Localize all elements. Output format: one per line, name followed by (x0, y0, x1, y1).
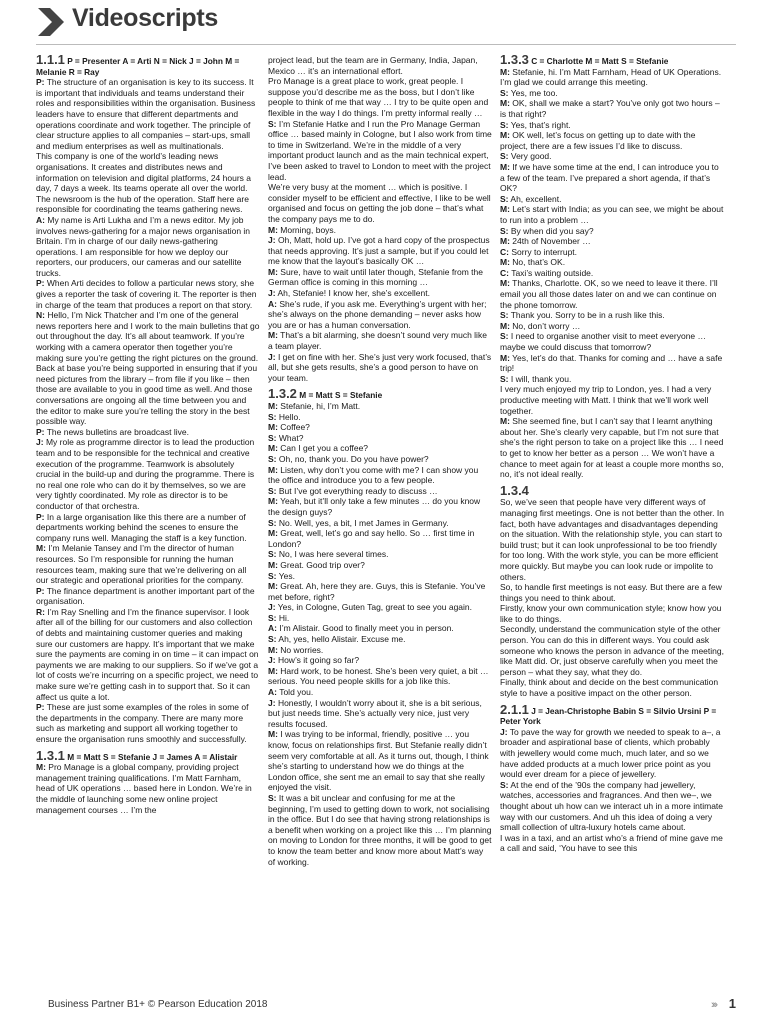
speaker-label: M: (500, 130, 510, 141)
line-text: The news bulletins are broadcast live. (46, 426, 189, 437)
speaker-label: J: (36, 437, 44, 448)
script-section-1-3-2 (268, 386, 492, 867)
speaker-label: N: (36, 310, 45, 321)
speaker-label: S: (268, 570, 277, 581)
line-text: Great. Ah, here they are. Guys, this is Stefanie. You’ve met before, right? (268, 581, 486, 602)
script-line (268, 571, 492, 582)
script-line (268, 613, 492, 624)
script-line (500, 374, 724, 385)
script-line (500, 247, 724, 258)
script-line (500, 257, 724, 268)
line-text: When Arti decides to follow a particular news story, she gives a reporter the task of covering it. The reporter is then in charge of the team that produces a report on that story. (36, 278, 257, 310)
script-section-1-3-4 (500, 482, 724, 699)
speaker-label: M: (268, 729, 278, 740)
speaker-label: S: (500, 225, 509, 236)
script-line (500, 268, 724, 279)
script-line (500, 497, 724, 582)
speaker-label: S: (268, 792, 277, 803)
line-text: Taxi’s waiting outside. (511, 267, 594, 278)
line-text: Great, well, let’s go and say hello. So … first time in London? (268, 528, 475, 549)
speaker-label: M: (268, 443, 278, 454)
line-text: Listen, why don’t you come with me? I can show you the office and introduce you to a few people. (268, 464, 479, 486)
script-line (268, 76, 492, 118)
speaker-label: M: (268, 266, 278, 277)
line-text: But I’ve got everything ready to discuss … (278, 485, 438, 496)
script-line (500, 331, 724, 352)
script-line (268, 267, 492, 288)
script-line (268, 518, 492, 529)
script-line (268, 698, 492, 730)
speaker-label: R: (36, 606, 45, 617)
section-cast: P = Presenter A = Arti N = Nick J = John M = Melanie R = Ray (36, 56, 240, 77)
section-number: 1.1.1 (36, 52, 65, 67)
script-section-1-3-1 (36, 747, 260, 816)
script-line (36, 151, 260, 193)
section-heading (500, 52, 724, 67)
page-footer (36, 996, 736, 1016)
speaker-label: S: (268, 612, 277, 623)
line-text: Pro Manage is a great place to work, great people. I suppose you’d describe me as the boss, but I don’t like people to think of me that way … I try to be quite open and flexible in the way I do things. I’m pretty informal really … (268, 76, 489, 118)
line-text: Yes, let’s do that. Thanks for coming and … have a safe trip! (500, 352, 723, 374)
script-line (268, 729, 492, 793)
line-text: Sorry to interrupt. (511, 246, 578, 257)
speaker-label: M: (500, 352, 510, 363)
script-line (268, 288, 492, 299)
speaker-label: P: (36, 426, 45, 437)
line-text: Yes, me too. (510, 87, 558, 98)
speaker-label: S: (500, 310, 509, 321)
script-line (268, 496, 492, 517)
line-text: Firstly, know your own communication style; know how you like to do things. (500, 603, 722, 624)
line-text: Sure, have to wait until later though, Stefanie from the German office is coming in this morning … (268, 266, 483, 288)
script-line (500, 603, 724, 624)
speaker-label: M: (500, 236, 510, 247)
line-text: Ah, yes, hello Alistair. Excuse me. (278, 634, 406, 645)
line-text: Yeah, but it’ll only take a few minutes … do you know the design guys? (268, 496, 481, 517)
footer-text: Business Partner B1+ © Pearson Education 2018 (48, 999, 268, 1010)
speaker-label: J: (268, 288, 276, 299)
double-chevron-icon: ››› (711, 999, 716, 1011)
script-line (268, 352, 492, 384)
line-text: She’s rude, if you ask me. Everything’s urgent with her; she’s always on the phone demanding – never asks how you are or has a human conversation. (268, 298, 487, 330)
script-line (268, 412, 492, 423)
section-cast: M = Matt S = Stefanie J = James A = Alistair (67, 751, 238, 762)
speaker-label: S: (268, 634, 277, 645)
section-number: 1.3.4 (500, 482, 529, 498)
script-line (500, 780, 724, 833)
line-text: Thank you. Sorry to be in a rush like this. (510, 310, 665, 321)
speaker-label: S: (500, 373, 509, 384)
section-heading (268, 386, 492, 402)
speaker-label: M: (500, 98, 510, 109)
line-text: Thanks, Charlotte. OK, so we need to leave it there. I’ll email you all those dates later on and we can continue on the phone tomorrow. (500, 278, 718, 310)
line-text: I will, thank you. (510, 373, 572, 384)
section-heading (36, 52, 260, 77)
script-line (500, 321, 724, 332)
speaker-label: A: (268, 687, 277, 698)
script-line (36, 437, 260, 511)
speaker-label: S: (268, 549, 277, 560)
column-2 (268, 55, 492, 867)
speaker-label: M: (268, 581, 278, 592)
script-line (268, 623, 492, 634)
script-line (268, 465, 492, 486)
line-text: Finally, think about and decide on the best communication style to have a positive impact on the other person. (500, 677, 719, 699)
header-divider (36, 44, 736, 45)
script-line (500, 833, 724, 854)
page-title: Videoscripts (72, 4, 218, 32)
script-line (268, 433, 492, 444)
line-text: I’m Ray Snelling and I’m the finance supervisor. I look after all of the billing for our customers and also collection of debts and maintaining customer queries and making sure our customers are happy. It’s important that we make sure the payments are coming in on time – it can impact on payments we are making to our suppliers. So if we’ve got a lot of costs we’re incurring on a specific project, we need to make sure we’re getting cash in to support that. So it can affect us quite a lot. (36, 606, 259, 702)
speaker-label: M: (268, 496, 278, 507)
chevron-logo-icon (36, 8, 64, 36)
script-line (268, 645, 492, 656)
script-line (36, 215, 260, 279)
line-text: Coffee? (280, 422, 310, 433)
line-text: I get on fine with her. She’s just very work focused, that’s all, but she gets results, she’s a good person to have on your team. (268, 351, 492, 383)
line-text: What? (278, 432, 304, 443)
speaker-label: M: (268, 559, 278, 570)
script-line (500, 384, 724, 416)
script-line (268, 235, 492, 267)
script-section-1-3-1 (268, 76, 492, 383)
script-line (268, 443, 492, 454)
section-number: 2.1.1 (500, 701, 529, 717)
line-text: I was in a taxi, and an artist who’s a friend of mine gave me a call and said, ‘You have to see this (500, 832, 723, 854)
script-line (500, 67, 724, 88)
line-text: At the end of the ’90s the company had jewellery, watches, accessories and fragrances. And then we–, we thought about uh how can we interact uh in a more intimate way with our customers. And uh this idea of doing a very small collection of ultra-luxury hotels came about. (500, 779, 724, 833)
speaker-label: P: (36, 511, 45, 522)
speaker-label: S: (268, 118, 277, 129)
speaker-label: S: (268, 517, 277, 528)
script-line (36, 278, 260, 310)
line-text: Hard work, to be honest. She’s been very quiet, a bit … serious. You need people skills for a job like this. (268, 665, 489, 687)
speaker-label: M: (500, 161, 510, 172)
line-text: Very good. (510, 151, 552, 162)
script-line (500, 353, 724, 374)
column-3 (500, 52, 724, 854)
script-line (36, 310, 260, 427)
section-number: 1.3.1 (36, 747, 65, 763)
script-line (268, 119, 492, 183)
line-text: 24th of November … (512, 236, 591, 247)
line-text: OK well, let’s focus on getting up to date with the project, there are a few issues I’d like to discuss. (500, 130, 696, 151)
script-line (500, 162, 724, 194)
speaker-label: M: (500, 204, 510, 215)
line-text: No worries. (280, 644, 324, 655)
speaker-label: S: (500, 779, 509, 790)
line-text: Great. Good trip over? (280, 559, 365, 570)
section-heading (500, 701, 724, 727)
line-text: Hello, I’m Nick Thatcher and I’m one of the general news reporters here and I work to the main bulletins that go out throughout the day. It’s all about teamwork. If you’re working with a camera operator then together you’re making sure you’re getting the right pictures on the ground. Back at base you’re being supported in ensuring that if you need pictures from the library – from file if you like – then those are available to you in good time as well. And those conversations are ongoing all the time between you and the editor to make sure you’re telling the story in the best possible way. (36, 310, 260, 427)
script-section-1-1-1 (36, 52, 260, 745)
script-line (268, 330, 492, 351)
script-line (500, 98, 724, 119)
line-text: Secondly, understand the communication style of the other person. You can do this in different ways. You could ask someone who knows the person in advance of the meeting, like Matt did. Or, just observe carefully when you meet the person – what they say, what they do. (500, 624, 724, 677)
speaker-label: S: (500, 87, 509, 98)
script-line-continued: project lead, but the team are in Germany, India, Japan, Mexico … it’s an international effort. (268, 55, 478, 76)
line-text: No, I was here several times. (278, 549, 389, 560)
speaker-label: S: (268, 485, 277, 496)
script-line (268, 422, 492, 433)
speaker-label: C: (500, 267, 509, 278)
line-text: No. Well, yes, a bit, I met James in Germany. (278, 517, 449, 528)
speaker-label: M: (500, 257, 510, 268)
script-line (268, 602, 492, 613)
script-line (268, 486, 492, 497)
line-text: How’s it going so far? (277, 655, 360, 666)
line-text: I’m Stefanie Hatke and I run the Pro Manage German office … based mainly in Cologne, but I also work from time to time in Switzerland. We’re in the middle of a very important product launch and as the main technical expert, I’ve been asked to travel to London to meet with the project lead. (268, 118, 492, 182)
script-line (36, 512, 260, 544)
section-heading (36, 747, 260, 763)
speaker-label: S: (500, 119, 509, 130)
script-line (36, 702, 260, 744)
script-line (268, 666, 492, 687)
line-text: Hi. (278, 612, 290, 623)
speaker-label: A: (268, 298, 277, 309)
line-text: To pave the way for growth we needed to speak to a–, a broader and aspirational base of clients, which probably with jewellery would come much, much later, and so we have added products at a much lower price point as you would ever dream for a piece of jewellery. (500, 726, 721, 780)
speaker-label: P: (36, 702, 45, 713)
speaker-label: M: (500, 320, 510, 331)
script-line (500, 236, 724, 247)
line-text: No, that’s OK. (512, 257, 566, 268)
speaker-label: M: (268, 401, 278, 411)
script-line (500, 130, 724, 151)
line-text: My name is Arti Lukha and I’m a news editor. My job involves news-gathering for a major news organisation in Britain. I’m in charge of our daily news-gathering operations. I am responsible for how we deploy our reporters, our producers, our cameras and our satellite trucks. (36, 214, 251, 278)
line-text: I was trying to be informal, friendly, positive … you know, focus on relationships first. But Stefanie really didn’t seem very comfortable at all. As it turns out, though, I think she’s starting to understand how we do things at the London office, she sent me an email to say that she really enjoyed the visit. (268, 729, 489, 793)
script-line (36, 762, 260, 815)
line-text: It was a bit unclear and confusing for me at the beginning, I’m used to getting down to work, not socialising in the office. But I do see that having strong relationships is a benefit when working on a project like this … I’m planning on moving to London for three months, it will be good to get to know the team better and know more about Matt’s way of working. (268, 792, 492, 867)
line-text: Morning, boys. (280, 224, 337, 235)
line-text: I’m Melanie Tansey and I’m the director of human resources. So I’m responsible for running the human resources team, making sure that we’re delivering on all our strategic and operational priorities for the company. (36, 543, 247, 586)
line-text: We’re very busy at the moment … which is positive. I consider myself to be efficient and effective, I like to be well organised and focus on getting the job done – that’s what the company pays me to do. (268, 182, 491, 224)
script-line (268, 401, 492, 412)
script-line (500, 204, 724, 225)
line-text: I need to organise another visit to meet everyone … maybe we could discuss that tomorrow? (500, 331, 707, 353)
script-line (36, 427, 260, 438)
speaker-label: P: (36, 278, 45, 289)
line-text: Oh, Matt, hold up. I’ve got a hard copy of the prospectus that needs approving. It’s just a sample, but if you could let me know that the layout’s basically OK … (268, 235, 490, 267)
speaker-label: J: (268, 697, 276, 708)
script-section-2-1-1 (500, 701, 724, 854)
script-line (500, 120, 724, 131)
speaker-label: M: (36, 543, 46, 554)
line-text: Yes, that’s right. (510, 119, 571, 130)
page-number: 1 (728, 996, 736, 1011)
script-line (268, 687, 492, 698)
line-text: Yes, in Cologne, Guten Tag, great to see you again. (277, 602, 473, 613)
section-cast: C = Charlotte M = Matt S = Stefanie (531, 56, 669, 66)
speaker-label: P: (36, 77, 45, 88)
script-line (500, 727, 724, 780)
line-text: Stefanie, hi, I’m Matt. (280, 401, 361, 411)
line-text: The structure of an organisation is key to its success. It is important that individuals and teams understand their roles and responsibilities within the organisation. Business leaders have to ensure that different departments and operations coordinate and work together. The principle of clear structure applies to all companies – start-ups, small and medium enterprises as well as multinationals. (36, 77, 256, 151)
speaker-label: S: (500, 193, 509, 204)
script-line (36, 77, 260, 151)
line-text: I’m Alistair. Good to finally meet you in person. (279, 623, 454, 634)
line-text: That’s a bit alarming, she doesn’t sound very much like a team player. (268, 330, 487, 352)
line-text: OK, shall we make a start? You’ve only got two hours – is that right? (500, 98, 720, 119)
line-text: If we have some time at the end, I can introduce you to a few of the team. I’ve prepared a short agenda, if that’s OK? (500, 161, 719, 194)
line-text: In a large organisation like this there are a number of departments working behind the scenes to ensure the company runs well. Managing the staff is a key function. (36, 511, 247, 543)
speaker-label: S: (500, 151, 509, 162)
speaker-label: J: (268, 655, 276, 666)
line-text: Ah, Stefanie! I know her, she’s excellent. (277, 288, 430, 299)
script-line (500, 582, 724, 603)
speaker-label: J: (268, 351, 276, 362)
script-line (268, 528, 492, 549)
script-line (268, 793, 492, 867)
script-line (268, 581, 492, 602)
script-line (500, 416, 724, 480)
speaker-label: S: (268, 432, 277, 443)
script-line (500, 310, 724, 321)
line-text: So, to handle first meetings is not easy. But there are a few things you need to think about. (500, 582, 722, 603)
speaker-label: J: (268, 235, 276, 246)
line-text: Can I get you a coffee? (280, 443, 369, 454)
speaker-label: S: (268, 453, 277, 464)
line-text: Told you. (279, 687, 314, 698)
script-line (36, 194, 260, 215)
script-section-1-3-3 (500, 52, 724, 480)
speaker-label: M: (268, 330, 278, 341)
line-text: Yes. (278, 570, 295, 581)
section-heading (500, 482, 724, 498)
section-number: 1.3.3 (500, 52, 529, 67)
script-line (268, 299, 492, 331)
line-text: Oh, no, thank you. Do you have power? (278, 453, 429, 464)
script-line (500, 151, 724, 162)
script-line (500, 194, 724, 205)
line-text: She seemed fine, but I can’t say that I learnt anything about her. She’s clearly very capable, but I’m not sure that she’s the right person to take on a project like this … I need to get to know her better as a person … We won’t have a chance to meet again for at least a couple more months so, no, it’s not ideal really. (500, 416, 724, 480)
line-text: Hello. (278, 411, 301, 422)
script-line (268, 225, 492, 236)
line-text: My role as programme director is to lead the production team and to be responsible for the technical and creative execution of the programme. Teamwork is absolutely crucial in the build-up and during the programme. There is no real one role who can do it by themselves, so we are very tightly coordinated. My role as director is to be conductor of that orchestra. (36, 437, 255, 511)
speaker-label: J: (500, 726, 508, 737)
script-line (268, 182, 492, 224)
speaker-label: M: (268, 464, 278, 475)
line-text: I very much enjoyed my trip to London, yes. I had a very productive meeting with Matt. I think that we’ll work well together. (500, 384, 712, 416)
script-line (500, 278, 724, 310)
script-line (268, 549, 492, 560)
speaker-label: A: (268, 623, 277, 634)
speaker-label: J: (268, 602, 276, 613)
script-line (36, 543, 260, 585)
script-line (268, 655, 492, 666)
script-line (36, 586, 260, 607)
line-text: The newsroom is the hub of the operation. Staff here are responsible for coordinating the teams gathering news. (36, 193, 249, 215)
speaker-label: C: (500, 246, 509, 257)
script-line (268, 454, 492, 465)
speaker-label: M: (268, 528, 278, 539)
speaker-label: M: (500, 278, 510, 289)
speaker-label: A: (36, 214, 45, 225)
speaker-label: M: (268, 422, 278, 433)
speaker-label: M: (268, 644, 278, 655)
line-text: Pro Manage is a global company, providing project management training qualifications. I’m Matt Farnham, head of UK operations … based here in London. We’re in the middle of launching some new online project management courses … I’m the (36, 762, 252, 815)
script-line (500, 624, 724, 677)
speaker-label: S: (500, 331, 509, 342)
line-text: By when did you say? (510, 225, 594, 236)
speaker-label: M: (500, 66, 510, 77)
speaker-label: M: (36, 762, 46, 773)
speaker-label: P: (36, 585, 45, 596)
script-line (500, 677, 724, 698)
section-cast: J = Jean-Christophe Babin S = Silvio Ursini P = Peter York (500, 705, 717, 727)
script-line (500, 88, 724, 99)
line-text: Let’s start with India; as you can see, we might be about to run into a problem … (500, 204, 724, 225)
script-line (36, 607, 260, 702)
line-text: This company is one of the world’s leading news organisations. It creates and distributes news and information on television and digital platforms, 24 hours a day, 7 days a week. Its teams operate all over the world. (36, 151, 251, 194)
section-cast: M = Matt S = Stefanie (299, 390, 383, 401)
line-text: So, we’ve seen that people have very different ways of managing first meetings. One is not better than the other. In fact, both have advantages and disadvantages depending on the situation. With the relationship style, you can start to build trust; but it can look unprofessional to be too friendly for too long. With the work style, you can be more efficient more quickly. But maybe you can look rude or impolite to others. (500, 497, 724, 582)
line-text: These are just some examples of the roles in some of the departments in the company. There are many more such as marketing and support all working together to ensure the organisation runs smoothly and successfully. (36, 702, 249, 744)
line-text: Stefanie, hi. I’m Matt Farnham, Head of UK Operations. I’m glad we could arrange this meeting. (500, 66, 722, 88)
speaker-label: M: (268, 224, 278, 235)
column-1 (36, 52, 260, 815)
script-line (268, 634, 492, 645)
line-text: No, don’t worry … (512, 320, 581, 331)
line-text: Honestly, I wouldn’t worry about it, she is a bit serious, but just needs time. She’s actually very nice, just very results focused. (268, 697, 482, 729)
line-text: Ah, excellent. (510, 193, 562, 204)
page-header (0, 0, 768, 44)
script-line (500, 226, 724, 237)
speaker-label: M: (500, 416, 510, 427)
speaker-label: M: (268, 665, 278, 676)
section-number: 1.3.2 (268, 386, 297, 402)
line-text: The finance department is another important part of the organisation. (36, 585, 255, 607)
script-columns (36, 52, 736, 995)
script-line (268, 560, 492, 571)
speaker-label: S: (268, 411, 277, 422)
